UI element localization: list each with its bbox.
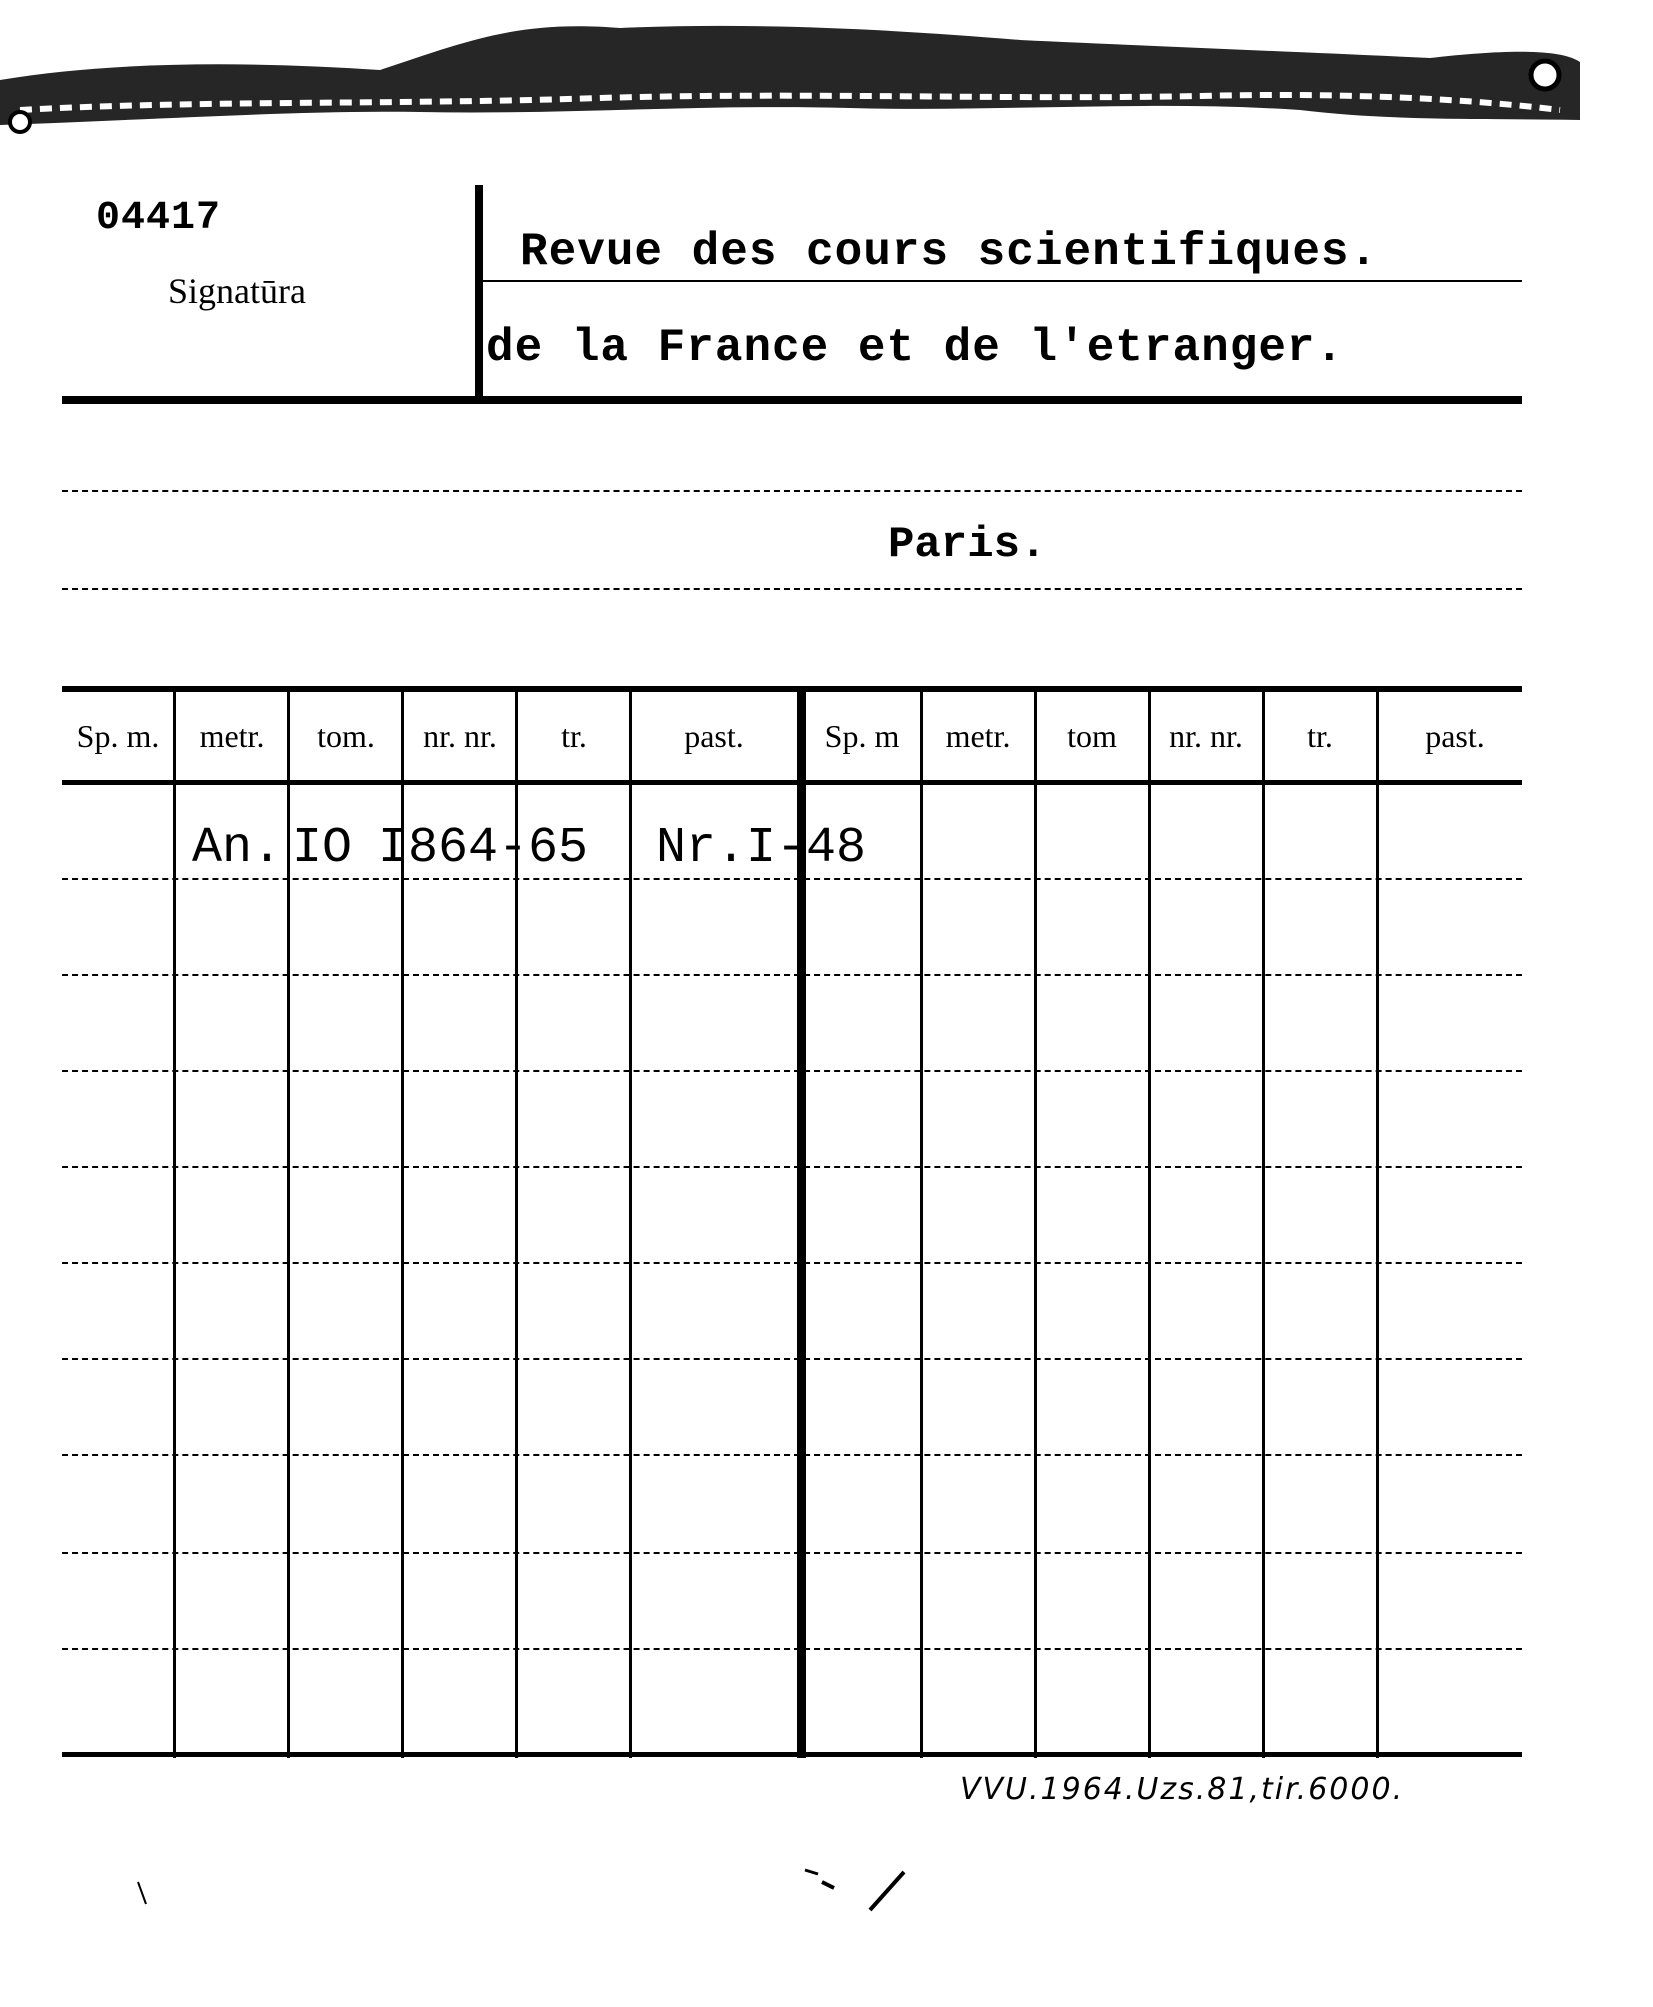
column-header-tr-2: tr. — [1307, 718, 1333, 754]
table-row — [62, 1552, 1522, 1554]
table-row — [62, 1648, 1522, 1650]
column-header-tr: tr. — [561, 718, 587, 754]
column-header-sp-m: Sp. m. — [76, 718, 160, 754]
stray-mark-left — [134, 1880, 154, 1910]
stray-pen-mark — [800, 1860, 920, 1920]
torn-top-edge — [0, 0, 1653, 190]
column-header-metr-2: metr. — [945, 718, 1011, 754]
printer-note: VVU.1964.Uzs.81,tir.6000. — [960, 1772, 1405, 1807]
table-row — [62, 1358, 1522, 1360]
column-divider — [1034, 686, 1037, 1758]
column-header-tom: tom. — [317, 718, 375, 754]
blank-line-1 — [62, 490, 1522, 492]
table-row — [62, 1454, 1522, 1456]
column-header-past: past. — [684, 718, 744, 754]
column-divider — [1376, 686, 1379, 1758]
column-divider — [287, 686, 290, 1758]
table-bottom-rule — [62, 1752, 1522, 1757]
holding-years: I864-65 — [378, 820, 589, 877]
column-header-nr-nr: nr. nr. — [423, 718, 497, 754]
holding-volume: IO — [292, 820, 353, 877]
title-line-2: de la France et de l'etranger. — [486, 322, 1345, 374]
column-header-nr-nr-2: nr. nr. — [1169, 718, 1243, 754]
holding-year-label: An. — [192, 820, 283, 877]
signature-number: 04417 — [96, 196, 222, 241]
table-row — [62, 1070, 1522, 1072]
column-divider — [1148, 686, 1151, 1758]
column-header-past-2: past. — [1425, 718, 1485, 754]
holding-numbers: Nr.I-48 — [656, 820, 867, 877]
table-top-rule — [62, 686, 1522, 692]
blank-line-2 — [62, 588, 1522, 590]
table-row — [62, 878, 1522, 880]
header-rule — [62, 396, 1522, 404]
signature-label: Signatūra — [168, 271, 306, 311]
column-divider — [629, 686, 632, 1758]
column-divider — [1262, 686, 1265, 1758]
column-divider — [920, 686, 923, 1758]
table-row — [62, 1262, 1522, 1264]
title-underline — [482, 280, 1522, 282]
title-line-1: Revue des cours scientifiques. — [520, 226, 1379, 278]
column-header-sp-m-2: Sp. m — [824, 718, 900, 754]
table-row — [62, 974, 1522, 976]
table-header-rule — [62, 780, 1522, 785]
header-divider — [475, 185, 483, 400]
place-of-publication: Paris. — [888, 520, 1047, 570]
column-header-metr: metr. — [199, 718, 265, 754]
column-divider — [173, 686, 176, 1758]
column-header-tom-2: tom — [1067, 718, 1117, 754]
table-row — [62, 1166, 1522, 1168]
